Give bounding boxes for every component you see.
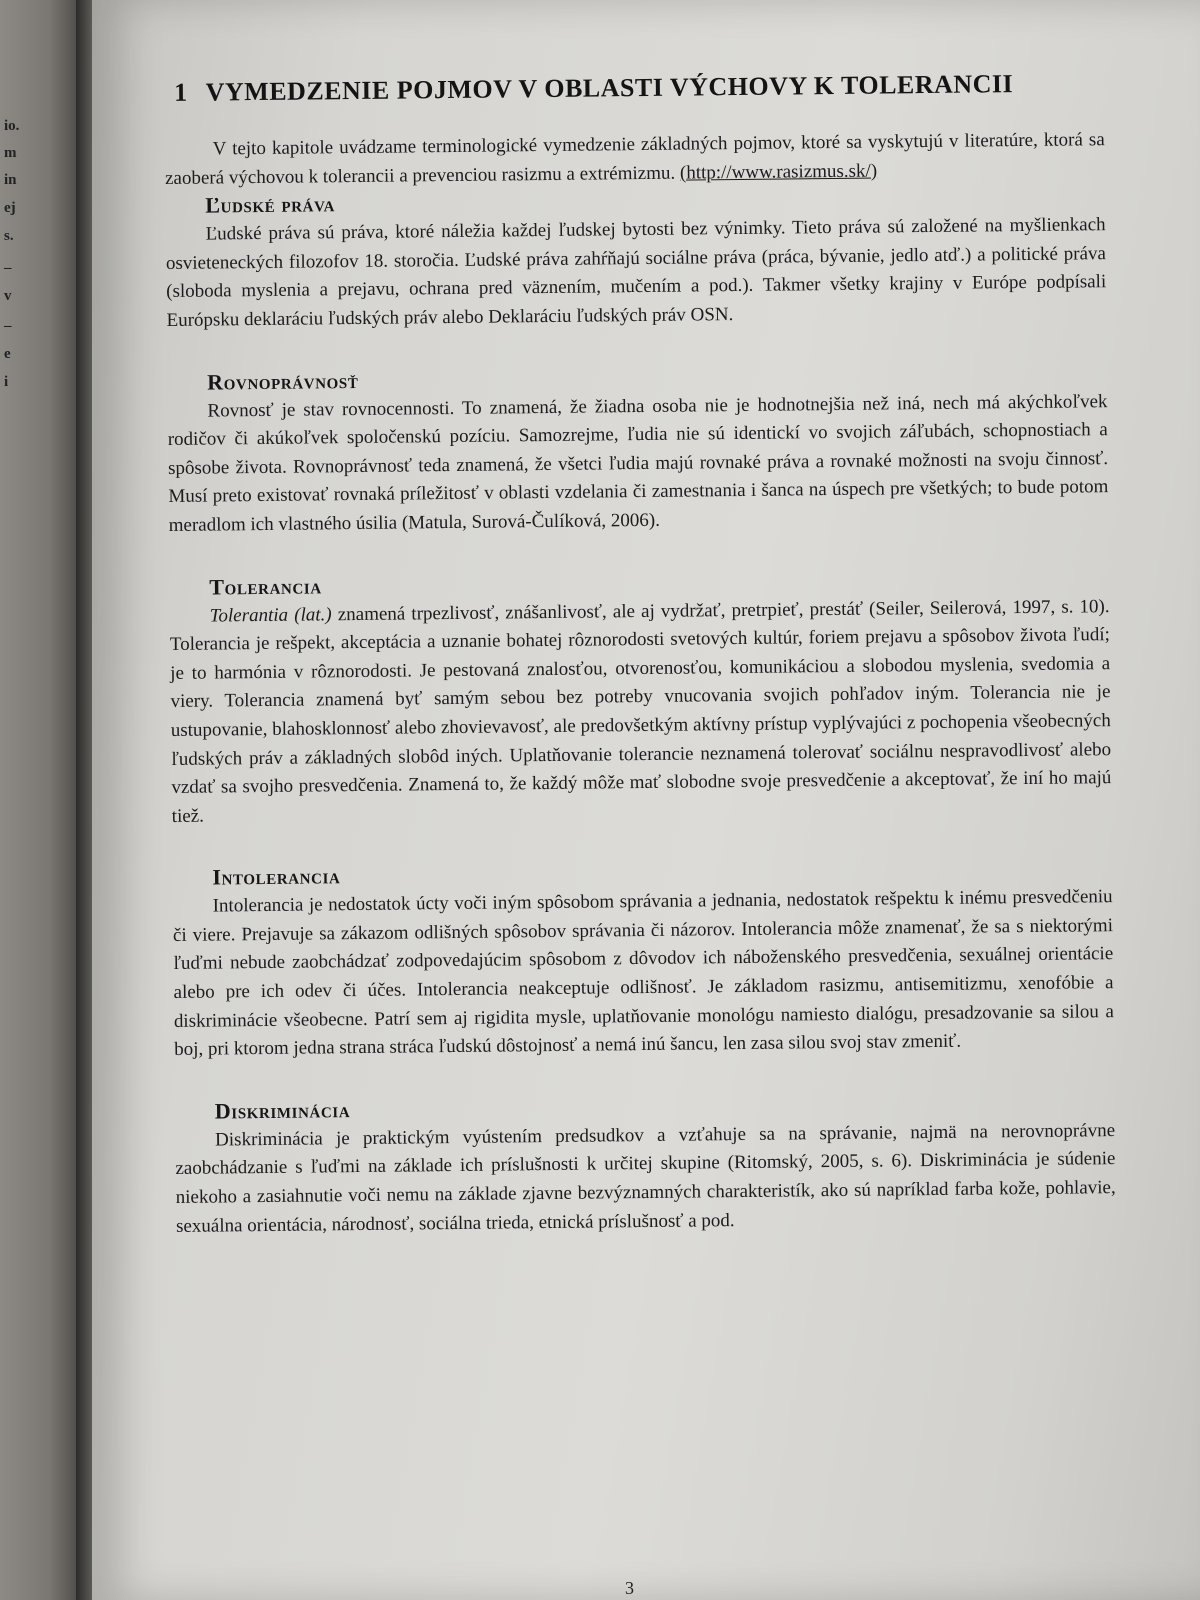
chapter-title [174,68,1104,108]
section-text [165,211,1106,335]
section-body: Ľudské práva sú práva, ktoré náležia každej ľudskej bytosti bez výnimky. Tieto práva sú založené na myšlienkach osvieteneckých filozofov 18. storočia. Ľudské práva zahŕňajú sociálne práva (práca, bývanie, jedlo atď.) a politické práva (sloboda myslenia a prejavu, ochrana pred väznením, mučením a pod.). Takmer všetky krajiny v Európe podpísali Európsku deklaráciu ľudských práv alebo Deklaráciu ľudských práv OSN. [165,214,1107,331]
intro-url: (http://www.rasizmus.sk/) [679,160,878,184]
section-heading: Rovnoprávnosť [207,367,359,395]
section-intolerance [172,855,1114,1064]
section-body: znamená trpezlivosť, znášanlivosť, ale aj vydržať, pretrpieť, prestáť (Seiler, Seilerová, 1997, s. 10). Tolerancia je rešpekt, akceptácia a uznanie bohatej rôznorodosti svetových kultúr, foriem prejavu a spôsobov života ľudí; je to harmónia v rôznorodosti. Je pestovaná znalosťou, otvorenosťou, komunikáciou a slobodou myslenia, svedomia a viery. Tolerancia znamená byť samým sebou bez potreby vnucovania svojich pohľadov iným. Tolerancia nie je ustupovanie, blahosklonnosť alebo zhovievavosť, ale predovšetkým aktívny prístup vyplývajúci z pochopenia všeobecných ľudských práv a základných slobôd iných. Uplatňovanie tolerancie neznamená tolerovať sociálnu nespravodlivosť alebo vzdať sa svojho presvedčenia. Znamená to, že každý môže mať slobodne svoje presvedčenie a akceptovať, že iní ho majú tiež. [169,595,1112,827]
section-heading: Tolerancia [209,572,322,600]
section-body: Intolerancia je nedostatok úcty voči iným spôsobom správania a jednania, nedostatok rešpektu k inému presvedčeniu či viere. Prejavuje sa zákazom odlišných spôsobov správania či názorov. Intolerancia môže znamenať, že sa s niektorými ľuďmi nebude zaobchádzať zodpovedajúcim spôsobom z dôvodov ich náboženského presvedčenia, sexuálnej orientácie alebo pre ich odev či účes. Intolerancia neakceptuje odlišnosť. Je základom rasizmu, antisemitizmu, xenofóbie a diskriminácie všeobecne. Patrí sem aj rigidita mysle, uplatňovanie monológu namiesto dialógu, presadzovanie sa silou a boj, pri ktorom jedna strana stráca ľudskú dôstojnosť a nemá inú šancu, len zasa silou svoj stav zmeniť. [172,886,1114,1061]
prev-page-fragment: i [4,374,9,390]
latin-term: Tolerantia (lat.) [209,603,332,627]
chapter-title-text: VYMEDZENIE POJMOV V OBLASTI VÝCHOVY K TOLERANCII [205,69,1014,107]
prev-page-fragment: e [4,346,11,362]
prev-page-fragment: m [4,145,17,161]
prev-page-fragment: s. [4,228,14,244]
section-heading: Diskriminácia [214,1096,351,1124]
section-body: Diskriminácia je praktickým vyústením predsudkov a vzťahuje sa na správanie, najmä na nerovnoprávne zaobchádzanie s ľuďmi na základe ich príslušnosti k určitej skupine (Ritomský, 2005, s. 6). Diskriminácia je súdenie niekoho a zasiahnutie voči nemu na základe zjavne bezvýznamných charakteristík, ako sú napríklad farba kože, pohlavie, sexuálna orientácia, národnosť, sociálna trieda, etnická príslušnosť a pod. [175,1119,1116,1237]
prev-page-fragment: – [4,318,12,334]
section-text [175,1117,1116,1241]
section-heading: Ľudské práva [205,191,336,218]
section-equality [167,360,1109,541]
intro-text: V tejto kapitole uvádzame terminologické vymedzenie základných pojmov, ktoré sa vyskytujú v literatúre, ktorá sa zaoberá výchovou k tolerancii a prevenciou rasizmu a extrémizmu. [164,129,1105,189]
prev-page-fragment: io. [4,118,20,134]
page-number: 3 [625,1578,634,1598]
section-body: Rovnosť je stav rovnocennosti. To znamená, že žiadna osoba nie je hodnotnejšia než iná, nech má akýchkoľvek rodičov či akúkoľvek spoločenskú pozíciu. Samozrejme, ľudia nie sú identickí vo svojich záľubách, schopnostiach a spôsobe života. Rovnoprávnosť teda znamená, že všetci ľudia majú rovnaké práva a rovnaké možnosti na svoju činnosť. Musí preto existovať rovnaká príležitosť v oblasti vzdelania či zamestnania i šanca na úspech pre všetkých; to bude potom meradlom ich vlastného úsilia (Matula, Surová-Čulíková, 2006). [167,390,1109,536]
section-text [169,593,1111,832]
prev-page-fragment: ej [4,200,16,216]
section-human-rights [165,183,1106,335]
section-discrimination [175,1089,1116,1241]
prev-page-fragment: – [4,260,12,276]
section-text [173,883,1115,1064]
prev-page-fragment: v [4,288,12,304]
chapter-number: 1 [173,77,188,107]
section-heading: Intolerancia [212,863,341,890]
page-content [164,68,1116,1275]
book-page [92,0,1200,1600]
intro-paragraph [165,126,1106,193]
section-tolerance [169,565,1112,832]
previous-page-edge [0,0,82,1600]
section-text [167,388,1108,541]
prev-page-fragment: in [4,172,17,188]
